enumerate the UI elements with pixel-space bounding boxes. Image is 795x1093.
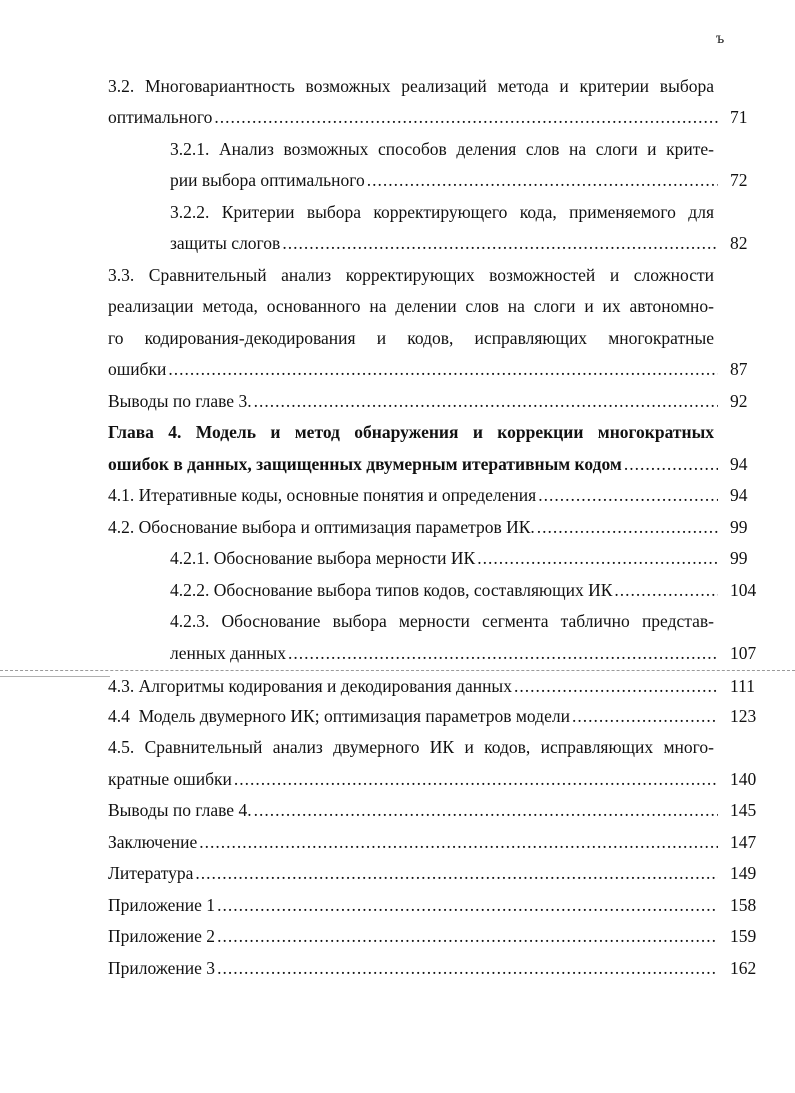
toc-entry-text: ленных данных — [170, 643, 287, 663]
toc-entry-line — [108, 895, 720, 915]
toc-entry-line — [108, 391, 720, 411]
toc-leader — [614, 580, 718, 600]
toc-entry-text: оптимального — [108, 107, 213, 127]
page-corner-mark: ъ — [716, 30, 725, 47]
toc-page-number: 104 — [730, 580, 757, 600]
toc-entry-text: 4.1. Итеративные коды, основные понятия и определения — [108, 485, 537, 505]
toc-entry-line — [170, 580, 720, 600]
toc-leader — [282, 233, 718, 253]
toc-entry-text: рии выбора оптимального — [170, 170, 365, 190]
toc-entry-line — [108, 485, 720, 505]
toc-leader — [477, 548, 718, 568]
toc-page-number: 159 — [730, 926, 757, 946]
toc-page-number: 99 — [730, 548, 748, 568]
toc-page-number: 94 — [730, 485, 748, 505]
toc-entry-line: 4.2.3. Обоснование выбора мерности сегмента таблично представ- — [170, 611, 714, 631]
toc-entry-text: 4.2. Обоснование выбора и оптимизация параметров ИК. — [108, 517, 535, 537]
toc-leader — [168, 359, 718, 379]
toc-entry-line: 4.5. Сравнительный анализ двумерного ИК и кодов, исправляющих много- — [108, 737, 714, 757]
scan-artifact-line — [0, 676, 110, 677]
toc-page-number: 147 — [730, 832, 757, 852]
toc-leader — [195, 863, 718, 883]
toc-entry-line — [108, 926, 720, 946]
toc-entry-line — [108, 800, 720, 820]
toc-chapter-line: Глава 4. Модель и метод обнаружения и коррекции многократных — [108, 422, 714, 442]
toc-entry-line: реализации метода, основанного на делении слов на слоги и их автономно- — [108, 296, 714, 316]
toc-page-number: 72 — [730, 170, 748, 190]
toc-page-number: 87 — [730, 359, 748, 379]
toc-entry-line: 3.2. Многовариантность возможных реализаций метода и критерии выбора — [108, 76, 714, 96]
toc-entry-text: кратные ошибки — [108, 769, 232, 789]
toc-entry-line — [108, 676, 720, 696]
toc-leader — [214, 107, 718, 127]
toc-leader — [624, 454, 718, 474]
toc-entry-text: Приложение 3 — [108, 958, 216, 978]
toc-page-number: 107 — [730, 643, 757, 663]
toc-leader — [537, 517, 718, 537]
toc-entry-line: 3.3. Сравнительный анализ корректирующих возможностей и сложности — [108, 265, 714, 285]
toc-entry-line — [170, 548, 720, 568]
toc-entry-line: 3.2.2. Критерии выбора корректирующего кода, применяемого для — [170, 202, 714, 222]
toc-entry-line — [170, 643, 720, 663]
toc-entry-text: Литература — [108, 863, 194, 883]
toc-entry-line — [108, 107, 720, 127]
toc-page-number: 82 — [730, 233, 748, 253]
toc-page-number: 94 — [730, 454, 748, 474]
toc-chapter-line — [108, 454, 720, 474]
toc-entry-line — [108, 706, 720, 726]
toc-entry-line — [170, 170, 720, 190]
toc-entry-line — [108, 863, 720, 883]
toc-page-number: 158 — [730, 895, 757, 915]
toc-entry-line — [108, 517, 720, 537]
toc-entry-line: 3.2.1. Анализ возможных способов деления слов на слоги и крите- — [170, 139, 714, 159]
toc-entry-text: ошибки — [108, 359, 167, 379]
toc-page-number: 71 — [730, 107, 748, 127]
toc-leader — [217, 895, 718, 915]
toc-leader — [217, 926, 718, 946]
toc-entry-line — [108, 832, 720, 852]
toc-entry-text: Приложение 1 — [108, 895, 216, 915]
toc-leader — [234, 769, 718, 789]
toc-entry-line — [108, 769, 720, 789]
toc-entry-text: 4.4 Модель двумерного ИК; оптимизация параметров модели — [108, 706, 570, 726]
toc-entry-text: Заключение — [108, 832, 198, 852]
toc-page-number: 111 — [730, 676, 755, 696]
toc-page-number: 145 — [730, 800, 757, 820]
toc-leader — [199, 832, 718, 852]
toc-page-number: 92 — [730, 391, 748, 411]
toc-page-number: 123 — [730, 706, 757, 726]
toc-entry-line — [108, 958, 720, 978]
toc-leader — [572, 706, 718, 726]
toc-entry-text: Приложение 2 — [108, 926, 216, 946]
toc-entry-line: го кодирования-декодирования и кодов, исправляющих многократные — [108, 328, 714, 348]
toc-leader — [254, 391, 718, 411]
toc-page-number: 149 — [730, 863, 757, 883]
toc-entry-line — [170, 233, 720, 253]
scan-artifact-line — [0, 670, 795, 671]
toc-leader — [514, 676, 718, 696]
toc-entry-text: ошибок в данных, защищенных двумерным итеративным кодом — [108, 454, 622, 474]
toc-page-number: 162 — [730, 958, 757, 978]
toc-entry-text: 4.3. Алгоритмы кодирования и декодирования данных — [108, 676, 512, 696]
toc-leader — [288, 643, 718, 663]
toc-entry-line — [108, 359, 720, 379]
toc-entry-text: Выводы по главе 3. — [108, 391, 252, 411]
toc-page-number: 140 — [730, 769, 757, 789]
toc-page-number: 99 — [730, 517, 748, 537]
toc-leader — [217, 958, 718, 978]
toc-leader — [367, 170, 718, 190]
toc-leader — [254, 800, 718, 820]
toc-entry-text: Выводы по главе 4. — [108, 800, 252, 820]
toc-entry-text: 4.2.1. Обоснование выбора мерности ИК — [170, 548, 476, 568]
toc-entry-text: 4.2.2. Обоснование выбора типов кодов, составляющих ИК — [170, 580, 613, 600]
toc-leader — [538, 485, 718, 505]
toc-entry-text: защиты слогов — [170, 233, 281, 253]
